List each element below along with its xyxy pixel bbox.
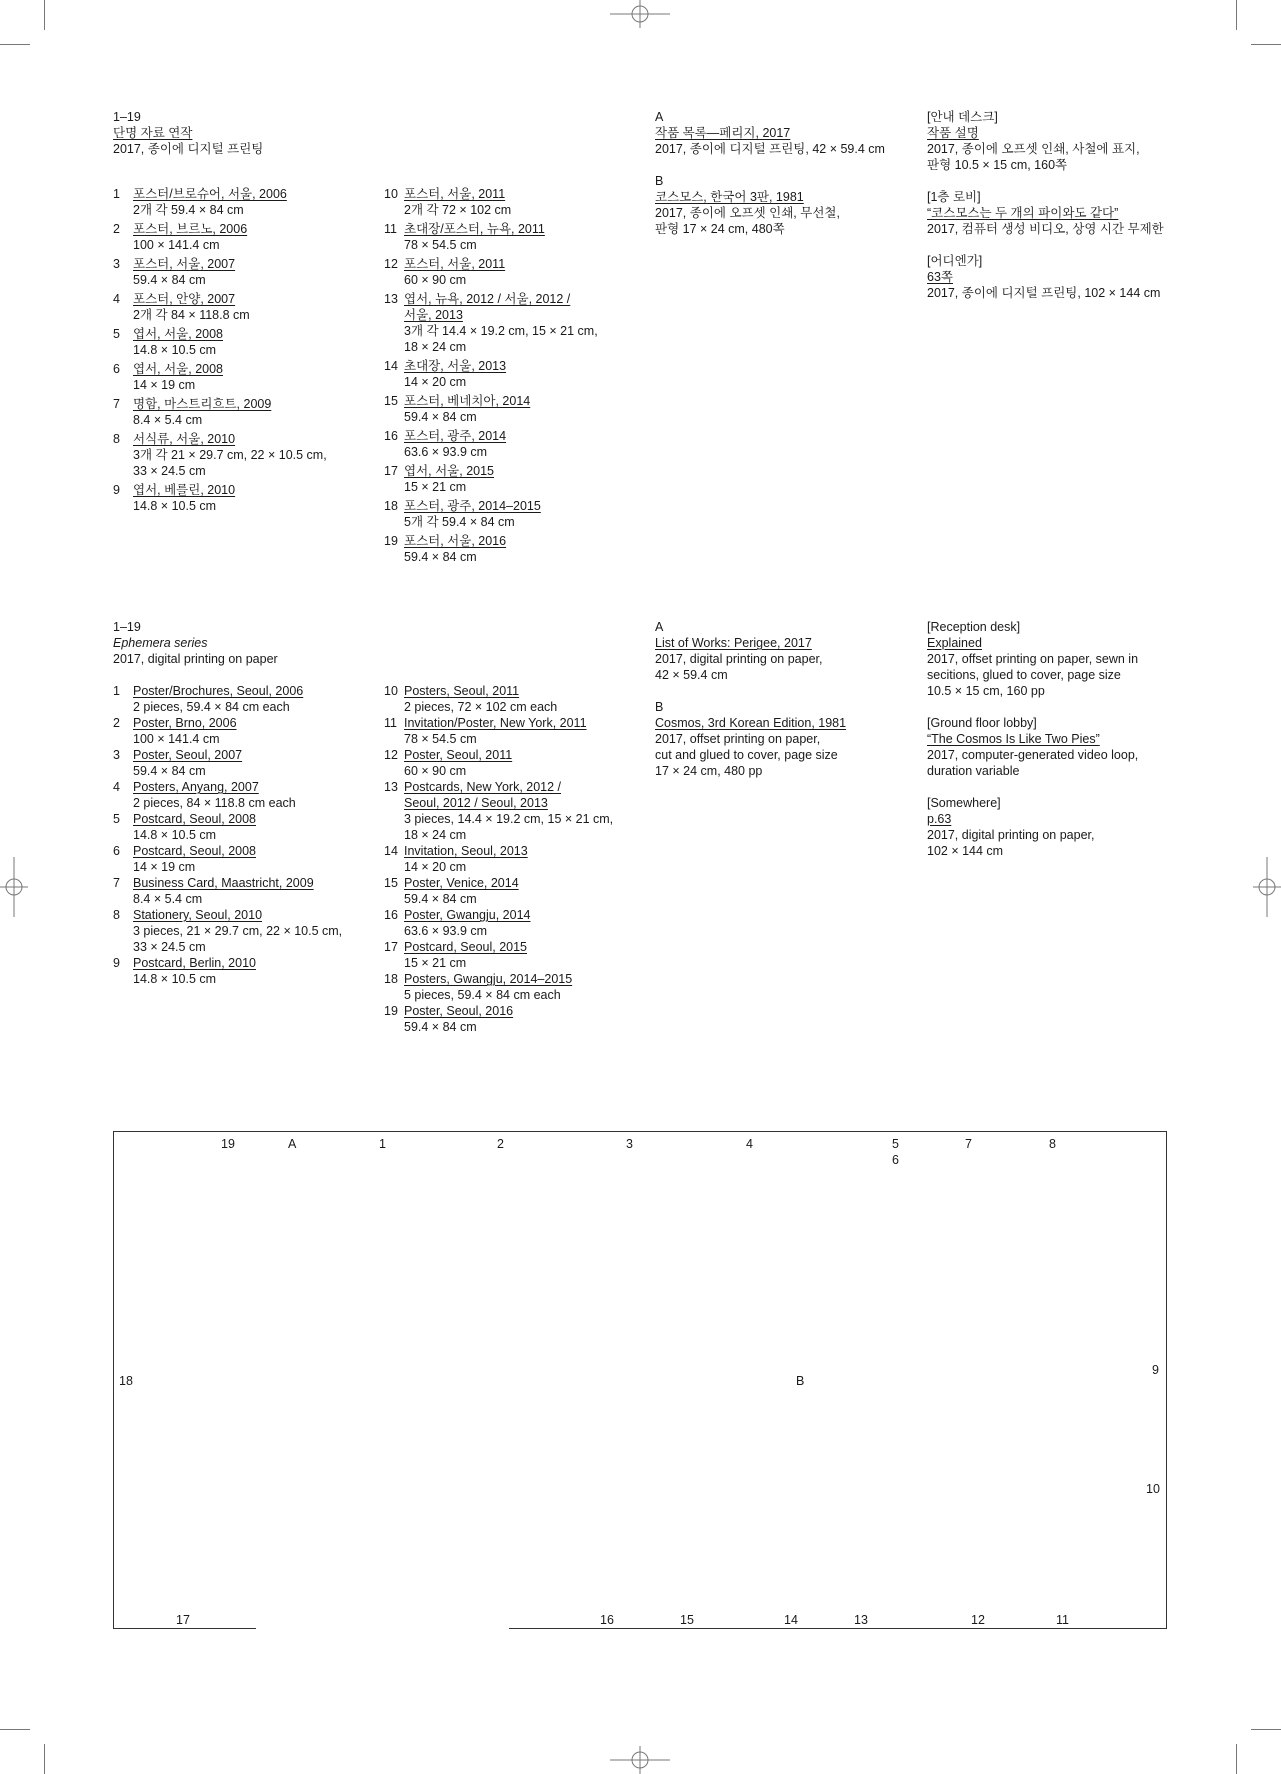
- item-number: 14: [384, 359, 398, 373]
- item-number: 9: [113, 956, 120, 970]
- list-item: [384, 186, 644, 218]
- en-work-b-desc: 2017, offset printing on paper,: [655, 732, 821, 746]
- kr-work-b-title: 코스모스, 한국어 3판, 1981: [655, 190, 804, 204]
- plan-label-8: 8: [1049, 1137, 1056, 1151]
- item-title-cont: 서울, 2013: [404, 308, 463, 322]
- item-number: 4: [113, 292, 120, 306]
- item-dimensions: 3 pieces, 21 × 29.7 cm, 22 × 10.5 cm,: [133, 924, 343, 938]
- en-work-desc: 2017, computer-generated video loop,: [927, 748, 1139, 762]
- en-series-header: [113, 619, 373, 667]
- en-work-a-desc: 2017, digital printing on paper,: [655, 652, 823, 666]
- item-number: 18: [384, 499, 398, 513]
- plan-label-9: 9: [1152, 1363, 1159, 1377]
- list-item: [113, 221, 373, 253]
- en-work-b-label: B: [655, 700, 664, 714]
- item-title: Invitation, Seoul, 2013: [404, 844, 528, 858]
- item-dimensions: 63.6 × 93.9 cm: [404, 445, 488, 459]
- item-dimensions: 2 pieces, 84 × 118.8 cm each: [133, 796, 296, 810]
- item-title: Posters, Anyang, 2007: [133, 780, 259, 794]
- kr-location-somewhere: [어디엔가]: [927, 254, 983, 268]
- plan-label-17: 17: [176, 1613, 190, 1627]
- item-dimensions: 14.8 × 10.5 cm: [133, 499, 217, 513]
- list-item: [113, 683, 383, 715]
- item-dimensions: 3개 각 21 × 29.7 cm, 22 × 10.5 cm,: [133, 448, 327, 462]
- item-dimensions: 59.4 × 84 cm: [404, 1020, 477, 1034]
- item-title: 포스터, 광주, 2014: [404, 429, 507, 443]
- item-title: 서식류, 서울, 2010: [133, 432, 236, 446]
- plan-label-6: 6: [892, 1153, 899, 1167]
- item-title: 포스터, 서울, 2011: [404, 257, 506, 271]
- list-item: [384, 843, 654, 875]
- item-title: 포스터, 서울, 2011: [404, 187, 506, 201]
- list-item: [384, 393, 644, 425]
- kr-work-desc: 2017, 종이에 디지털 프린팅, 102 × 144 cm: [927, 286, 1161, 300]
- kr-work-desc: 2017, 종이에 오프셋 인쇄, 사철에 표지,: [927, 142, 1140, 156]
- en-series-range: 1–19: [113, 620, 141, 634]
- en-work-title: “The Cosmos Is Like Two Pies”: [927, 732, 1100, 746]
- kr-work-title: 63쪽: [927, 270, 953, 284]
- list-item: [384, 428, 644, 460]
- item-title: Poster, Gwangju, 2014: [404, 908, 531, 922]
- list-item: [113, 396, 373, 428]
- list-item: [384, 683, 654, 715]
- list-item: [384, 1003, 654, 1035]
- item-dimensions: 18 × 24 cm: [404, 828, 467, 842]
- item-number: 8: [113, 432, 120, 446]
- item-dimensions: 59.4 × 84 cm: [404, 892, 477, 906]
- item-number: 19: [384, 1004, 398, 1018]
- list-item: [384, 715, 654, 747]
- item-title: 포스터, 서울, 2007: [133, 257, 236, 271]
- list-item: [384, 907, 654, 939]
- item-dimensions: 14.8 × 10.5 cm: [133, 343, 217, 357]
- item-title: Poster, Seoul, 2011: [404, 748, 513, 762]
- kr-work-title: 작품 설명: [927, 126, 979, 140]
- en-work-desc: 10.5 × 15 cm, 160 pp: [927, 684, 1045, 698]
- item-number: 7: [113, 876, 120, 890]
- item-dimensions: 59.4 × 84 cm: [133, 764, 206, 778]
- kr-work-b-desc: 판형 17 × 24 cm, 480쪽: [655, 222, 785, 236]
- item-dimensions: 5개 각 59.4 × 84 cm: [404, 515, 515, 529]
- item-dimensions: 2개 각 84 × 118.8 cm: [133, 308, 250, 322]
- item-title: Business Card, Maastricht, 2009: [133, 876, 314, 890]
- plan-label-a: A: [288, 1137, 297, 1151]
- item-number: 1: [113, 187, 120, 201]
- plan-label-14: 14: [784, 1613, 798, 1627]
- item-dimensions: 59.4 × 84 cm: [404, 410, 477, 424]
- en-work-desc: duration variable: [927, 764, 1020, 778]
- kr-work-a-label: A: [655, 110, 664, 124]
- kr-work-b-label: B: [655, 174, 664, 188]
- item-title: Postcard, Berlin, 2010: [133, 956, 256, 970]
- item-dimensions: 8.4 × 5.4 cm: [133, 413, 203, 427]
- trim-mark: [1236, 0, 1237, 30]
- item-title: 엽서, 서울, 2008: [133, 327, 223, 341]
- item-number: 16: [384, 429, 398, 443]
- item-title: Poster, Venice, 2014: [404, 876, 519, 890]
- kr-work-b-desc: 2017, 종이에 오프셋 인쇄, 무선철,: [655, 206, 840, 220]
- list-item: [384, 291, 644, 355]
- list-item: [113, 747, 383, 779]
- list-item: [113, 186, 373, 218]
- item-number: 15: [384, 876, 398, 890]
- item-number: 7: [113, 397, 120, 411]
- item-title: Postcards, New York, 2012 /: [404, 780, 562, 794]
- en-work-desc: 102 × 144 cm: [927, 844, 1004, 858]
- item-number: 11: [384, 716, 397, 730]
- item-title: 포스터, 브르노, 2006: [133, 222, 248, 236]
- list-item: [113, 326, 373, 358]
- en-works-list-1-9: [113, 683, 383, 987]
- item-dimensions: 2 pieces, 72 × 102 cm each: [404, 700, 558, 714]
- item-dimensions: 2개 각 59.4 × 84 cm: [133, 203, 244, 217]
- item-dimensions: 59.4 × 84 cm: [404, 550, 477, 564]
- trim-mark: [44, 1744, 45, 1774]
- plan-label-7: 7: [965, 1137, 972, 1151]
- item-dimensions: 14.8 × 10.5 cm: [133, 828, 217, 842]
- item-dimensions: 78 × 54.5 cm: [404, 732, 477, 746]
- list-item: [113, 843, 383, 875]
- item-number: 12: [384, 748, 398, 762]
- item-dimensions: 14 × 20 cm: [404, 375, 467, 389]
- item-dimensions: 15 × 21 cm: [404, 480, 467, 494]
- list-item: [384, 971, 654, 1003]
- list-item: [113, 431, 373, 479]
- item-title-cont: Seoul, 2012 / Seoul, 2013: [404, 796, 548, 810]
- kr-series-header: [113, 109, 373, 157]
- item-number: 3: [113, 257, 120, 271]
- floor-plan-entrance-gap: [256, 1627, 509, 1631]
- kr-work-desc: 판형 10.5 × 15 cm, 160쪽: [927, 158, 1068, 172]
- list-item: [384, 498, 644, 530]
- en-work-a-b: [655, 619, 915, 779]
- plan-label-11: 11: [1056, 1613, 1069, 1627]
- trim-mark: [0, 1729, 30, 1730]
- item-title: 초대장/포스터, 뉴욕, 2011: [404, 222, 545, 236]
- plan-label-10: 10: [1146, 1482, 1160, 1496]
- plan-label-12: 12: [971, 1613, 985, 1627]
- en-location-lobby: [Ground floor lobby]: [927, 716, 1037, 730]
- kr-work-a-title: 작품 목록—페리지, 2017: [655, 126, 791, 140]
- item-title: Poster, Seoul, 2016: [404, 1004, 514, 1018]
- kr-works-list-1-9: [113, 186, 373, 517]
- en-work-a-desc: 42 × 59.4 cm: [655, 668, 728, 682]
- item-number: 11: [384, 222, 397, 236]
- list-item: [384, 256, 644, 288]
- plan-label-13: 13: [854, 1613, 868, 1627]
- item-dimensions: 78 × 54.5 cm: [404, 238, 477, 252]
- item-title: 초대장, 서울, 2013: [404, 359, 507, 373]
- item-number: 19: [384, 534, 398, 548]
- en-work-title: Explained: [927, 636, 982, 650]
- list-item: [384, 358, 644, 390]
- item-title: Postcard, Seoul, 2015: [404, 940, 527, 954]
- item-title: 포스터/브로슈어, 서울, 2006: [133, 187, 287, 201]
- item-dimensions: 14 × 19 cm: [133, 378, 196, 392]
- item-number: 18: [384, 972, 398, 986]
- item-dimensions: 14 × 19 cm: [133, 860, 196, 874]
- plan-label-4: 4: [746, 1137, 753, 1151]
- item-number: 13: [384, 292, 398, 306]
- en-series-title: Ephemera series: [113, 636, 208, 650]
- plan-label-3: 3: [626, 1137, 633, 1151]
- en-work-a-title: List of Works: Perigee, 2017: [655, 636, 812, 650]
- en-location-somewhere: [Somewhere]: [927, 796, 1001, 810]
- item-number: 5: [113, 812, 120, 826]
- en-work-b-desc: cut and glued to cover, page size: [655, 748, 838, 762]
- list-item: [384, 533, 644, 565]
- list-item: [384, 779, 654, 843]
- item-dimensions: 14 × 20 cm: [404, 860, 467, 874]
- list-item: [113, 482, 373, 514]
- plan-label-19: 19: [221, 1137, 235, 1151]
- list-item: [113, 907, 383, 955]
- trim-mark: [0, 44, 30, 45]
- plan-label-2: 2: [497, 1137, 504, 1151]
- plan-label-18: 18: [119, 1374, 133, 1388]
- item-number: 3: [113, 748, 120, 762]
- list-item: [113, 779, 383, 811]
- item-title: Invitation/Poster, New York, 2011: [404, 716, 587, 730]
- floor-plan: [113, 1131, 1167, 1629]
- item-dimensions: 33 × 24.5 cm: [133, 940, 206, 954]
- item-dimensions: 14.8 × 10.5 cm: [133, 972, 217, 986]
- kr-works-list-10-19: [384, 186, 644, 568]
- item-number: 1: [113, 684, 120, 698]
- registration-mark-icon: [610, 0, 670, 28]
- item-number: 2: [113, 716, 120, 730]
- plan-label-16: 16: [600, 1613, 614, 1627]
- item-dimensions: 63.6 × 93.9 cm: [404, 924, 488, 938]
- item-number: 4: [113, 780, 120, 794]
- item-dimensions: 60 × 90 cm: [404, 764, 467, 778]
- kr-location-reception: [안내 데스크]: [927, 110, 998, 124]
- item-number: 2: [113, 222, 120, 236]
- item-dimensions: 3 pieces, 14.4 × 19.2 cm, 15 × 21 cm,: [404, 812, 614, 826]
- item-title: Poster/Brochures, Seoul, 2006: [133, 684, 304, 698]
- item-number: 10: [384, 187, 398, 201]
- list-item: [384, 221, 644, 253]
- item-dimensions: 15 × 21 cm: [404, 956, 467, 970]
- item-number: 13: [384, 780, 398, 794]
- item-number: 10: [384, 684, 398, 698]
- item-number: 17: [384, 940, 398, 954]
- item-number: 14: [384, 844, 398, 858]
- item-title: 엽서, 베를린, 2010: [133, 483, 236, 497]
- en-work-desc: 2017, offset printing on paper, sewn in: [927, 652, 1139, 666]
- en-location-works: [927, 619, 1187, 859]
- item-number: 6: [113, 362, 120, 376]
- en-work-a-label: A: [655, 620, 664, 634]
- item-title: Poster, Brno, 2006: [133, 716, 237, 730]
- item-title: 포스터, 서울, 2016: [404, 534, 507, 548]
- trim-mark: [1251, 1729, 1281, 1730]
- kr-work-a-b: [655, 109, 915, 237]
- item-title: 명함, 마스트리흐트, 2009: [133, 397, 272, 411]
- item-dimensions: 5 pieces, 59.4 × 84 cm each: [404, 988, 561, 1002]
- item-dimensions: 100 × 141.4 cm: [133, 238, 220, 252]
- item-title: Poster, Seoul, 2007: [133, 748, 243, 762]
- item-title: 포스터, 광주, 2014–2015: [404, 499, 541, 513]
- kr-series-desc: 2017, 종이에 디지털 프린팅: [113, 142, 264, 156]
- item-title: 엽서, 뉴욕, 2012 / 서울, 2012 /: [404, 292, 571, 306]
- registration-mark-icon: [1253, 857, 1281, 917]
- list-item: [113, 715, 383, 747]
- list-item: [113, 875, 383, 907]
- item-number: 9: [113, 483, 120, 497]
- item-dimensions: 18 × 24 cm: [404, 340, 467, 354]
- item-title: 포스터, 안양, 2007: [133, 292, 236, 306]
- item-dimensions: 60 × 90 cm: [404, 273, 467, 287]
- item-title: Posters, Seoul, 2011: [404, 684, 520, 698]
- plan-label-15: 15: [680, 1613, 694, 1627]
- en-work-desc: secitions, glued to cover, page size: [927, 668, 1121, 682]
- list-item: [384, 939, 654, 971]
- list-item: [384, 463, 644, 495]
- en-work-b-desc: 17 × 24 cm, 480 pp: [655, 764, 763, 778]
- item-dimensions: 8.4 × 5.4 cm: [133, 892, 203, 906]
- registration-mark-icon: [0, 857, 28, 917]
- en-series-desc: 2017, digital printing on paper: [113, 652, 278, 666]
- en-work-desc: 2017, digital printing on paper,: [927, 828, 1095, 842]
- list-item: [384, 875, 654, 907]
- kr-work-a-desc: 2017, 종이에 디지털 프린팅, 42 × 59.4 cm: [655, 142, 885, 156]
- list-item: [384, 747, 654, 779]
- list-item: [113, 256, 373, 288]
- en-location-reception: [Reception desk]: [927, 620, 1021, 634]
- item-number: 15: [384, 394, 398, 408]
- item-number: 16: [384, 908, 398, 922]
- item-dimensions: 33 × 24.5 cm: [133, 464, 206, 478]
- plan-label-1: 1: [379, 1137, 386, 1151]
- kr-location-works: [927, 109, 1187, 301]
- item-title: Postcard, Seoul, 2008: [133, 844, 256, 858]
- item-dimensions: 59.4 × 84 cm: [133, 273, 206, 287]
- item-dimensions: 3개 각 14.4 × 19.2 cm, 15 × 21 cm,: [404, 324, 598, 338]
- kr-work-title: “코스모스는 두 개의 파이와도 같다”: [927, 206, 1119, 220]
- item-number: 17: [384, 464, 398, 478]
- kr-work-desc: 2017, 컴퓨터 생성 비디오, 상영 시간 무제한: [927, 222, 1164, 236]
- en-work-title: p.63: [927, 812, 952, 826]
- plan-label-5: 5: [892, 1137, 899, 1151]
- item-title: 엽서, 서울, 2015: [404, 464, 494, 478]
- item-dimensions: 100 × 141.4 cm: [133, 732, 220, 746]
- item-title: 엽서, 서울, 2008: [133, 362, 223, 376]
- en-works-list-10-19: [384, 683, 654, 1035]
- en-work-b-title: Cosmos, 3rd Korean Edition, 1981: [655, 716, 847, 730]
- item-number: 12: [384, 257, 398, 271]
- item-title: 포스터, 베네치아, 2014: [404, 394, 531, 408]
- item-title: Posters, Gwangju, 2014–2015: [404, 972, 573, 986]
- trim-mark: [1251, 44, 1281, 45]
- item-number: 6: [113, 844, 120, 858]
- kr-location-lobby: [1층 로비]: [927, 190, 981, 204]
- registration-mark-icon: [610, 1746, 670, 1774]
- kr-series-title: 단명 자료 연작: [113, 126, 193, 140]
- kr-series-range: 1–19: [113, 110, 141, 124]
- item-title: Stationery, Seoul, 2010: [133, 908, 263, 922]
- list-item: [113, 361, 373, 393]
- list-item: [113, 291, 373, 323]
- list-item: [113, 811, 383, 843]
- item-number: 8: [113, 908, 120, 922]
- item-number: 5: [113, 327, 120, 341]
- trim-mark: [44, 0, 45, 30]
- plan-label-b: B: [796, 1374, 805, 1388]
- item-dimensions: 2개 각 72 × 102 cm: [404, 203, 512, 217]
- list-item: [113, 955, 383, 987]
- item-dimensions: 2 pieces, 59.4 × 84 cm each: [133, 700, 290, 714]
- trim-mark: [1236, 1744, 1237, 1774]
- item-title: Postcard, Seoul, 2008: [133, 812, 256, 826]
